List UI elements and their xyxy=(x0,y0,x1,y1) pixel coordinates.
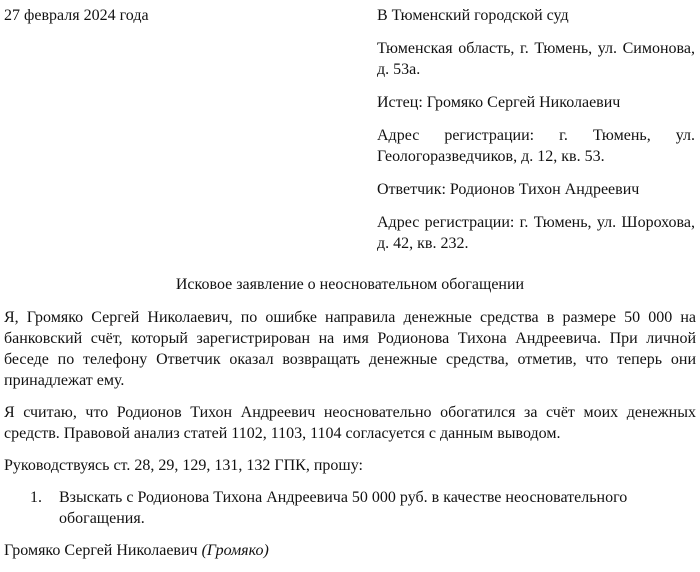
addressee-block xyxy=(377,5,695,266)
body-paragraph: Руководствуясь ст. 28, 29, 129, 131, 132 ГПК, прошу: xyxy=(4,457,363,474)
document-body xyxy=(4,307,696,561)
document-title: Исковое заявление о неосновательном обогащении xyxy=(175,276,525,293)
list-item-text: Взыскать с Родионова Тихона Андреевича 50 000 руб. в качестве неосновательного обогащения. xyxy=(59,489,628,527)
court-address: Тюменская область, г. Тюмень, ул. Симонова, д. 53а. xyxy=(377,40,695,78)
plaintiff-name: Истец: Громяко Сергей Николаевич xyxy=(377,94,621,111)
document-date: 27 февраля 2024 года xyxy=(4,7,149,24)
body-paragraph: Я считаю, что Родионов Тихон Андреевич неосновательно обогатился за счёт моих денежных средств. Правовой анализ статей 1102, 1103, 1104 согласуется с данным выводом. xyxy=(4,404,696,442)
signature-mark: (Громяко) xyxy=(201,542,269,559)
list-item-number: 1. xyxy=(30,489,42,506)
plaintiff-address: Адрес регистрации: г. Тюмень, ул. Геологоразведчиков, д. 12, кв. 53. xyxy=(377,127,695,165)
body-paragraph: Я, Громяко Сергей Николаевич, по ошибке направила денежные средства в размере 50 000 на банковский счёт, который зарегистрирован на имя Родионова Тихона Андреевича. При личной беседе по телефону Ответчик оказал возвращать денежные средства, отметив, что теперь они принадлежат ему. xyxy=(4,309,696,389)
list-item xyxy=(4,487,696,529)
request-list xyxy=(4,487,696,529)
signature-line xyxy=(4,540,696,561)
signer-name: Громяко Сергей Николаевич xyxy=(4,542,198,559)
defendant-name: Ответчик: Родионов Тихон Андреевич xyxy=(377,181,640,198)
court-name: В Тюменский городской суд xyxy=(377,7,569,24)
defendant-address: Адрес регистрации: г. Тюмень, ул. Шорохова, д. 42, кв. 232. xyxy=(377,214,695,252)
